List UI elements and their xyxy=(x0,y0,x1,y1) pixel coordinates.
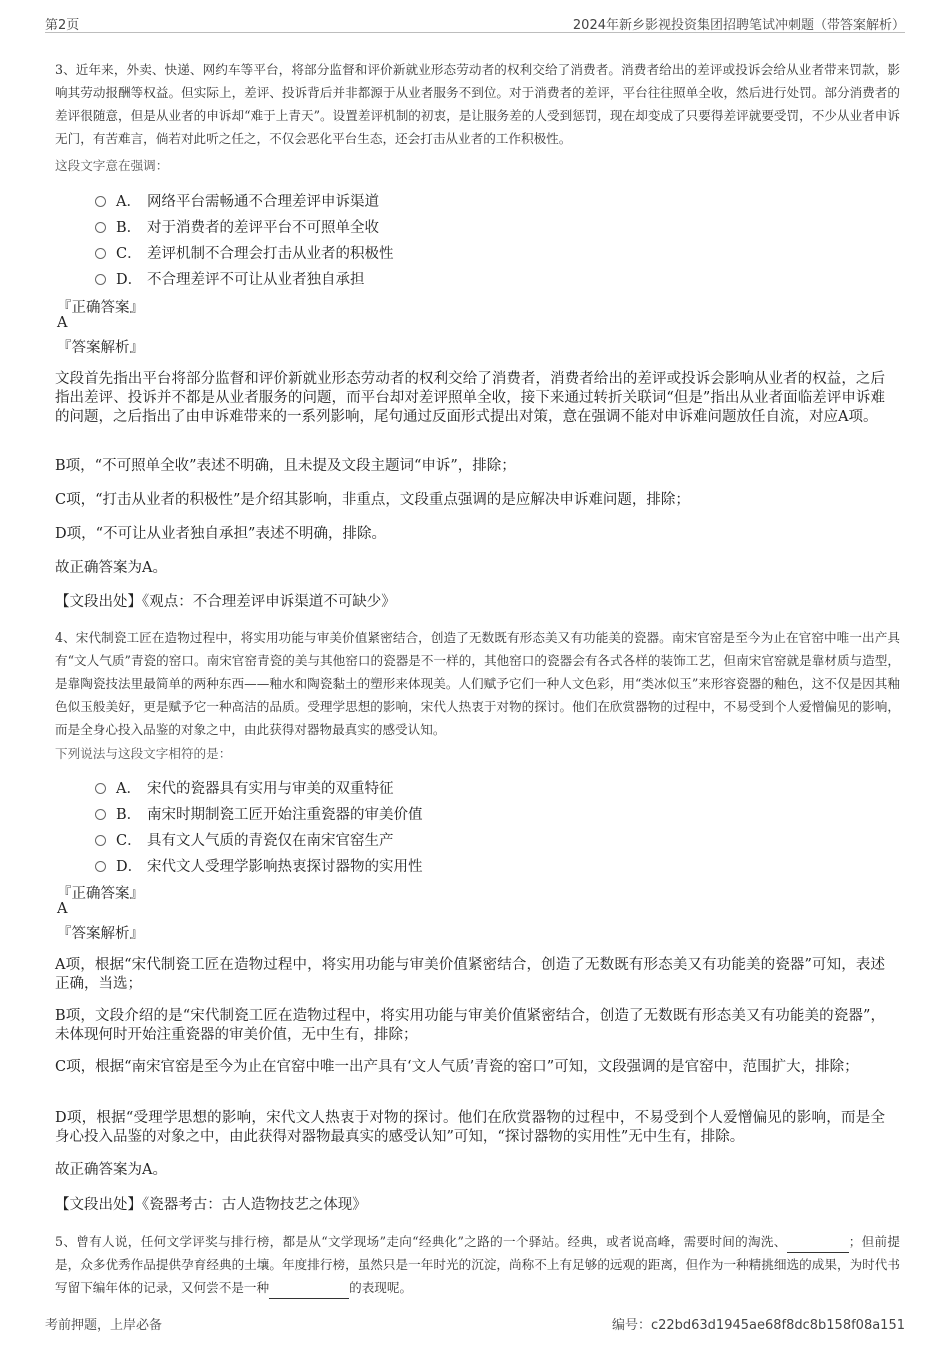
radio-button[interactable] xyxy=(95,248,106,259)
q3-option-b[interactable]: B． 对于消费者的差评平台不可照单全收 xyxy=(95,216,379,240)
q3-source: 【文段出处】《观点：不合理差评申诉渠道不可缺少》 xyxy=(55,594,396,610)
q4-analysis-label: 『答案解析』 xyxy=(57,926,144,942)
q4-answer-label: 『正确答案』 xyxy=(57,886,144,902)
page-number: 第2页 xyxy=(45,18,80,33)
q4-analysis-b: B项，文段介绍的是“宋代制瓷工匠在造物过程中，将实用功能与审美价值紧密结合，创造了无数既有形态美又有功能美的瓷器”，未体现何时开始注重瓷器的审美价值，无中生有，排除； xyxy=(55,1008,885,1043)
q4-stem: 4、宋代制瓷工匠在造物过程中，将实用功能与审美价值紧密结合，创造了无数既有形态美又有功能美的瓷器。南宋官窑是至今为止在官窑中唯一出产具有“文人气质”青瓷的窑口。南宋官窑青瓷的美与其他窑口的瓷器是不一样的，其他窑口的瓷器会有各式各样的装饰工艺，但南宋官窑就是靠材质与造型，是靠陶瓷技法里最简单的两种东西——釉水和陶瓷黏土的塑形来体现美。人们赋予它们一种人文色彩，用“类冰似玉”来形容瓷器的釉色，这不仅是因其釉色似玉般美好，更是赋予它一种高洁的品质。受理学思想的影响，宋代人热衷于对物的探讨。他们在欣赏器物的过程中，不易受到个人爱憎偏见的影响，而是全身心投入品鉴的对象之中，由此获得对器物最真实的感受认知。 xyxy=(55,630,900,737)
page-footer xyxy=(45,1314,905,1334)
q3-analysis-b: B项，“不可照单全收”表述不明确，且未提及文段主题词“申诉”，排除； xyxy=(55,458,516,474)
q3-prompt: 这段文字意在强调： xyxy=(55,158,169,173)
q5-stem: 5、曾有人说，任何文学评奖与排行榜，都是从“文学现场”走向“经典化”之路的一个驿站。经典，或者说高峰，需要时间的淘洗、 ；但前提是，众多优秀作品提供孕育经典的土壤。年度排行榜，虽然只是一年时光的沉淀，尚称不上有足够的远观的距离，但作为一种精挑细选的成果，为时代书写留下编年体的记录，又何尝不是一种 的表现呢。 xyxy=(55,1230,900,1299)
q4-option-d[interactable]: D． 宋代文人受理学影响热衷探讨器物的实用性 xyxy=(95,855,423,879)
q3-analysis-d: D项，“不可让从业者独自承担”表述不明确，排除。 xyxy=(55,526,386,542)
q4-prompt: 下列说法与这段文字相符的是： xyxy=(55,746,232,761)
q3-conclusion: 故正确答案为A。 xyxy=(55,560,167,576)
q4-source: 【文段出处】《瓷器考古：古人造物技艺之体现》 xyxy=(55,1197,367,1213)
fill-blank-1[interactable] xyxy=(787,1238,849,1253)
fill-blank-2[interactable] xyxy=(269,1284,349,1299)
q3-option-c[interactable]: C． 差评机制不合理会打击从业者的积极性 xyxy=(95,242,394,266)
q3-answer: A xyxy=(57,315,68,331)
radio-button[interactable] xyxy=(95,835,106,846)
q4-conclusion: 故正确答案为A。 xyxy=(55,1162,167,1178)
q3-stem: 3、近年来，外卖、快递、网约车等平台，将部分监督和评价新就业形态劳动者的权利交给了消费者。消费者给出的差评或投诉会给从业者带来罚款，影响其劳动报酬等权益。但实际上，差评、投诉背后并非都源于从业者服务不到位。对于消费者的差评，平台往往照单全收，然后进行处罚。部分消费者的差评很随意，但是从业者的申诉却“难于上青天”。设置差评机制的初衷，是让服务差的人受到惩罚，现在却变成了只要得差评就要受罚，不少从业者申诉无门，有苦难言，倘若对此听之任之，不仅会恶化平台生态，还会打击从业者的工作积极性。 xyxy=(55,62,900,146)
q4-option-c[interactable]: C． 具有文人气质的青瓷仅在南宋官窑生产 xyxy=(95,829,394,853)
radio-button[interactable] xyxy=(95,222,106,233)
radio-button[interactable] xyxy=(95,809,106,820)
radio-button[interactable] xyxy=(95,274,106,285)
radio-button[interactable] xyxy=(95,783,106,794)
q4-option-b[interactable]: B． 南宋时期制瓷工匠开始注重瓷器的审美价值 xyxy=(95,803,423,827)
q4-option-a[interactable]: A． 宋代的瓷器具有实用与审美的双重特征 xyxy=(95,777,394,801)
footer-slogan: 考前押题，上岸必备 xyxy=(45,1318,163,1333)
q3-analysis-label: 『答案解析』 xyxy=(57,340,144,356)
page-header xyxy=(45,12,905,33)
q3-option-d[interactable]: D． 不合理差评不可让从业者独自承担 xyxy=(95,268,365,292)
q4-analysis-a: A项，根据“宋代制瓷工匠在造物过程中，将实用功能与审美价值紧密结合，创造了无数既有形态美又有功能美的瓷器”可知，表述正确，当选； xyxy=(55,957,885,992)
q3-option-a[interactable]: A． 网络平台需畅通不合理差评申诉渠道 xyxy=(95,190,379,214)
radio-button[interactable] xyxy=(95,861,106,872)
radio-button[interactable] xyxy=(95,196,106,207)
q3-analysis-c: C项，“打击从业者的积极性”是介绍其影响，非重点，文段重点强调的是应解决申诉难问题，排除； xyxy=(55,492,690,508)
document-title: 2024年新乡影视投资集团招聘笔试冲刺题（带答案解析） xyxy=(572,18,905,33)
q4-analysis-c: C项，根据“南宋官窑是至今为止在官窑中唯一出产具有‘文人气质’青瓷的窑口”可知，文段强调的是官窑中，范围扩大，排除； xyxy=(55,1059,859,1075)
q3-answer-label: 『正确答案』 xyxy=(57,300,144,316)
document-id: 编号：c22bd63d1945ae68f8dc8b158f08a151 xyxy=(611,1318,905,1333)
q4-analysis-d: D项，根据“受理学思想的影响，宋代文人热衷于对物的探讨。他们在欣赏器物的过程中，不易受到个人爱憎偏见的影响，而是全身心投入品鉴的对象之中，由此获得对器物最真实的感受认知”可知，“探讨器物的实用性”无中生有，排除。 xyxy=(55,1110,885,1145)
q4-answer: A xyxy=(57,901,68,917)
q3-analysis-paragraph: 文段首先指出平台将部分监督和评价新就业形态劳动者的权利交给了消费者，消费者给出的差评或投诉会影响从业者的权益，之后指出差评、投诉并不都是从业者服务的问题，而平台却对差评照单全收，接下来通过转折关联词“但是”指出从业者面临差评申诉难的问题，之后指出了由申诉难带来的一系列影响，尾句通过反面形式提出对策，意在强调不能对申诉难问题放任自流，对应A项。 xyxy=(55,371,885,425)
